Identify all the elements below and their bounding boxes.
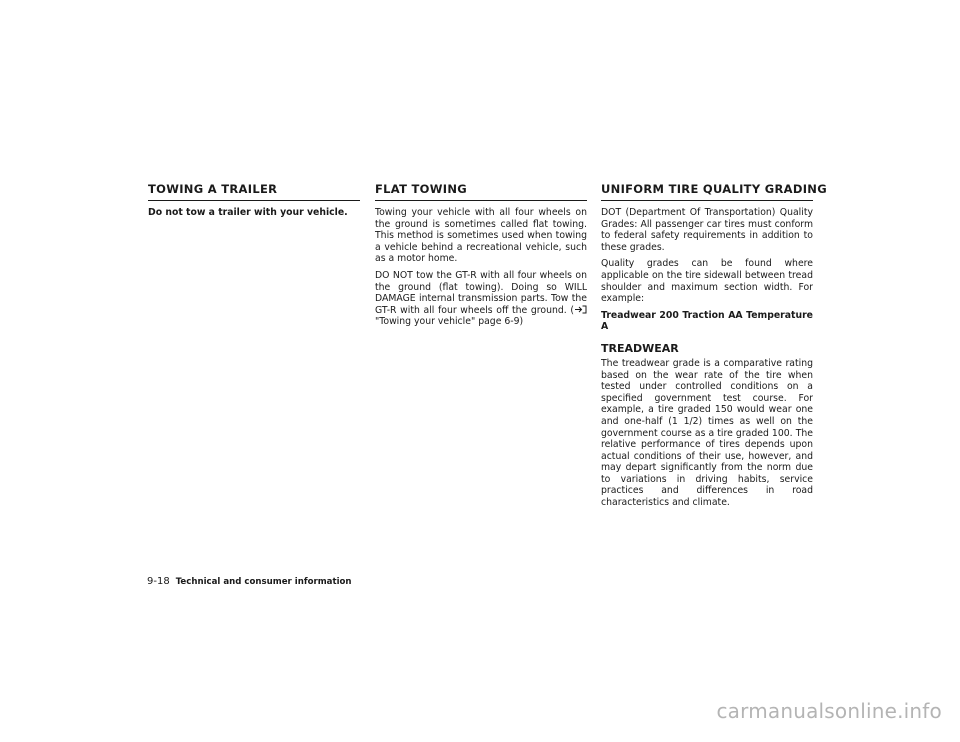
column-flat-towing <box>375 183 587 333</box>
flat-towing-paragraph-2 <box>375 270 587 328</box>
column-uniform-tire-grading <box>601 182 827 514</box>
grading-paragraph-1: DOT (Department Of Transportation) Quality Grades: All passenger car tires must conform to federal safety requirements in addition to these grades. <box>601 207 813 253</box>
column-towing-trailer <box>148 183 360 224</box>
page-footer <box>147 576 352 588</box>
section-title-uniform-grading: UNIFORM TIRE QUALITY GRADING <box>601 183 813 201</box>
section-title-towing-trailer: TOWING A TRAILER <box>148 183 360 201</box>
page-number: 9-18 <box>147 576 170 587</box>
site-watermark: carmanualsonline.info <box>716 699 942 723</box>
flat-towing-paragraph-1: Towing your vehicle with all four wheels on the ground is sometimes called flat towing. This method is sometimes used when towing a vehicle behind a recreational vehicle, such as a motor home. <box>375 207 587 265</box>
chapter-title: Technical and consumer information <box>175 577 352 587</box>
grading-example: Treadwear 200 Traction AA Temperature A <box>601 309 813 333</box>
towing-trailer-text: Do not tow a trailer with your vehicle. <box>148 207 348 218</box>
treadwear-title: TREADWEAR <box>601 341 679 355</box>
section-title-flat-towing: FLAT TOWING <box>375 183 587 201</box>
flat-towing-warning-text: DO NOT tow the GT-R with all four wheels on the ground (flat towing). Doing so WILL DAMAGE internal transmission parts. Tow the GT-R with all four wheels off the ground. ( <box>375 269 587 316</box>
treadwear-text: The treadwear grade is a comparative rating based on the wear rate of the tire when tested under controlled conditions on a specified government test course. For example, a tire graded 150 would wear one and one-half (1 1/2) times as well on the government course as a tire graded 100. The relative performance of tires depends upon actual conditions of their use, however, and may depart significantly from the norm due to variations in driving habits, service practices and differences in road characteristics and climate. <box>601 357 813 509</box>
grading-paragraph-2: Quality grades can be found where applicable on the tire sidewall between tread shoulder and maximum section width. For example: <box>601 258 813 305</box>
page-reference-icon <box>574 305 587 314</box>
towing-reference-link[interactable]: "Towing your vehicle" page 6-9) <box>375 316 524 328</box>
